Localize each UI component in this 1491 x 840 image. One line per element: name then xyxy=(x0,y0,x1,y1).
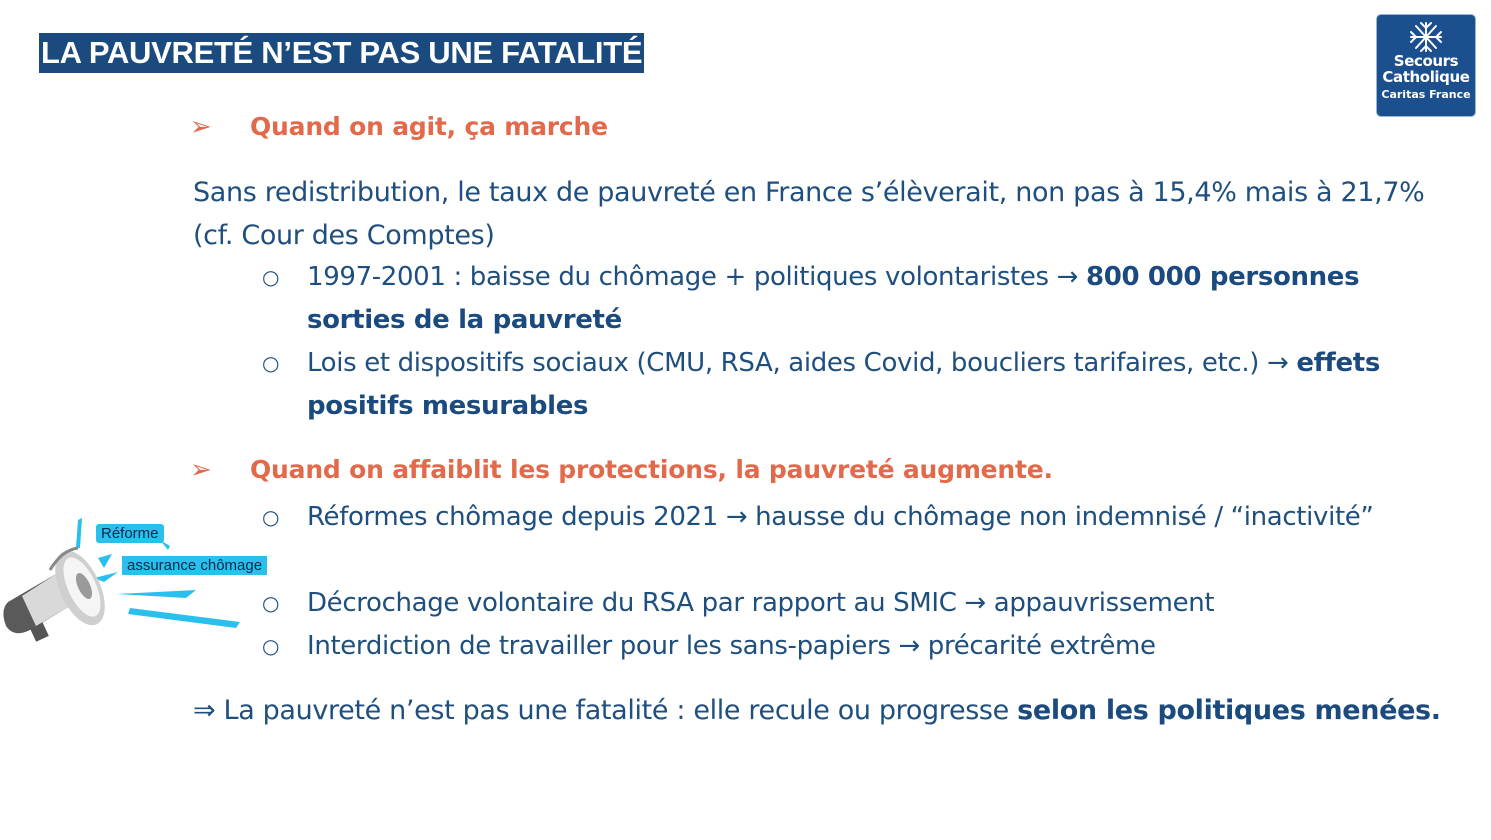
conclusion-text: ⇒ La pauvreté n’est pas une fatalité : elle recule ou progresse xyxy=(193,695,1018,726)
section1-heading xyxy=(190,112,608,142)
bullet-text: Réformes chômage depuis 2021 → hausse du chômage non indemnisé / “inactivité” xyxy=(307,502,1374,532)
logo-line-2: Catholique xyxy=(1382,68,1470,86)
section2-heading xyxy=(190,455,1053,485)
bullet-text: Lois et dispositifs sociaux (CMU, RSA, aides Covid, boucliers tarifaires, etc.) → xyxy=(307,348,1297,378)
list-item xyxy=(262,496,1442,539)
secours-catholique-logo xyxy=(1377,15,1475,116)
tag-reforme: Réforme xyxy=(96,524,164,543)
conclusion-bold-text: selon les politiques menées. xyxy=(1017,695,1441,726)
circle-bullet-icon: ○ xyxy=(262,634,280,658)
section1-heading-text: Quand on agit, ça marche xyxy=(250,112,608,141)
conclusion xyxy=(193,688,1448,733)
circle-bullet-icon: ○ xyxy=(262,505,280,529)
logo-line-1: Secours xyxy=(1393,52,1459,70)
list-item xyxy=(262,625,1442,668)
list-item xyxy=(262,342,1442,428)
circle-bullet-icon: ○ xyxy=(262,351,280,375)
arrow-bullet-icon: ➢ xyxy=(190,455,212,485)
list-item xyxy=(262,256,1442,342)
list-item xyxy=(262,582,1442,625)
bullet-text: Décrochage volontaire du RSA par rapport au SMIC → appauvrissement xyxy=(307,588,1215,618)
circle-bullet-icon: ○ xyxy=(262,265,280,289)
section2-heading-text: Quand on affaiblit les protections, la pauvreté augmente. xyxy=(250,455,1053,484)
bullet-text: Interdiction de travailler pour les sans-papiers → précarité extrême xyxy=(307,631,1156,661)
cross-logo-icon xyxy=(1407,21,1445,53)
page-title: LA PAUVRETÉ N’EST PAS UNE FATALITÉ xyxy=(39,33,644,73)
circle-bullet-icon: ○ xyxy=(262,591,280,615)
bullet-bold-text: effets positifs mesurables xyxy=(307,348,1381,421)
bullet-bold-text: 800 000 personnes sorties de la pauvreté xyxy=(307,262,1360,335)
section1-paragraph: Sans redistribution, le taux de pauvreté en France s’élèverait, non pas à 15,4% mais à 21,7% (cf. Cour des Comptes) xyxy=(193,177,1425,251)
logo-line-3: Caritas France xyxy=(1381,88,1471,101)
tag-assurance-chomage: assurance chômage xyxy=(122,556,267,575)
bullet-text: 1997-2001 : baisse du chômage + politiques volontaristes → xyxy=(307,262,1086,292)
arrow-bullet-icon: ➢ xyxy=(190,112,212,142)
